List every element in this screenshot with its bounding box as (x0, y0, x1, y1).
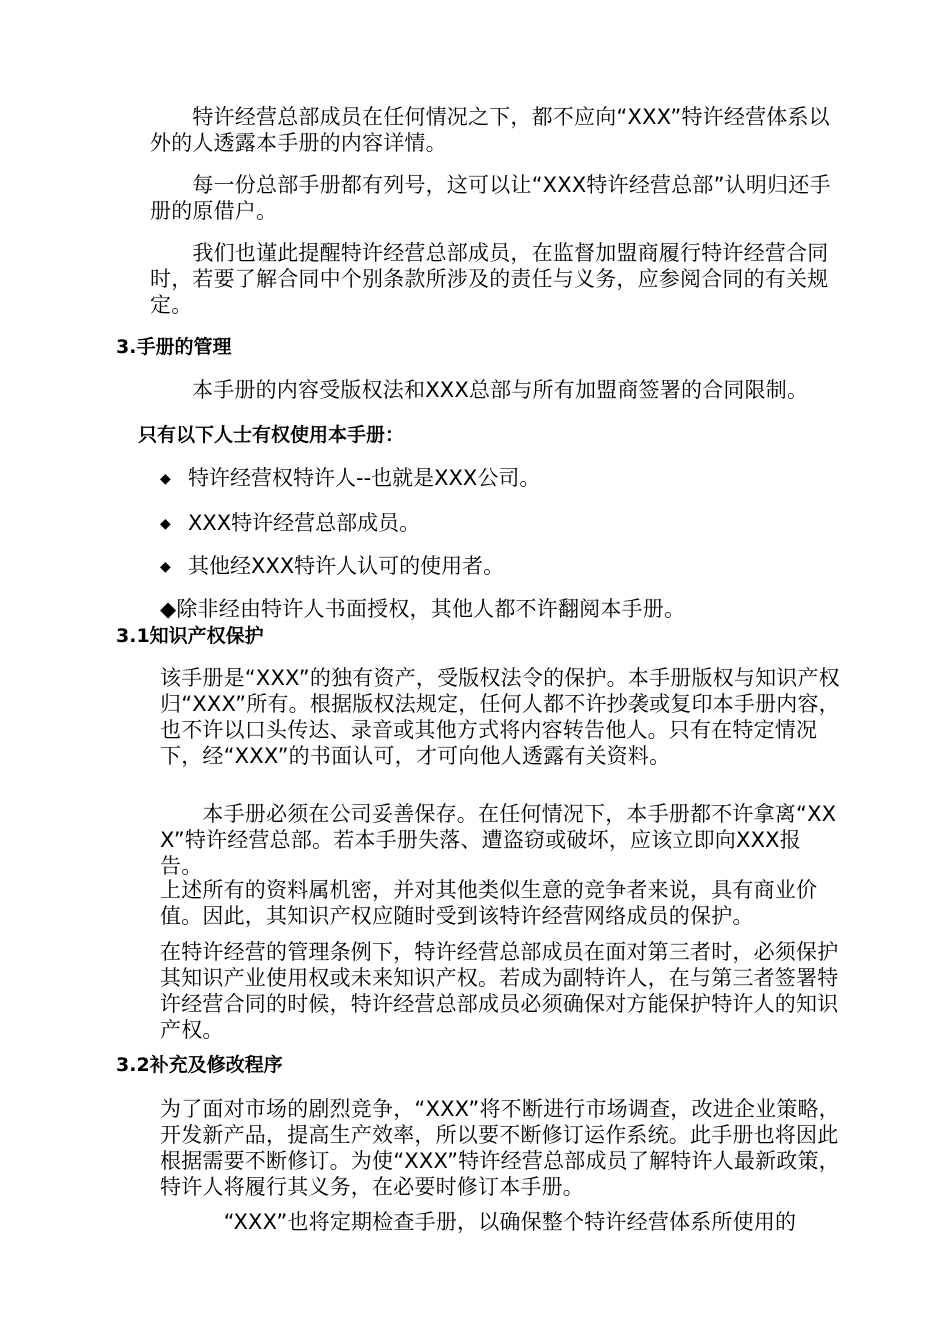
bullet-item-headquarters-members (160, 510, 420, 537)
bullet-text: XXX特许经营总部成员。 (188, 511, 421, 535)
paragraph-regular-check: “XXX”也将定期检查手册，以确保整个特许经营体系所使用的 (160, 1210, 797, 1234)
paragraph-copyright-restriction: 本手册的内容受版权法和XXX总部与所有加盟商签署的合同限制。 (192, 378, 809, 402)
paragraph-safekeeping: 本手册必须在公司妥善保存。在任何情况下，本手册都不许拿离“XXX”特许经营总部。若本手册失落、遭盗窃或破坏，应该立即向XXX报告。 (160, 802, 837, 878)
section-heading-ip-protection: 3.1知识产权保护 (116, 625, 264, 647)
diamond-bullet-icon: ◆ (160, 559, 171, 575)
bullet-text: 特许经营权特许人--也就是XXX公司。 (188, 466, 541, 490)
bullet-item-approved-users (160, 553, 504, 580)
diamond-bullet-icon: ◆ (160, 516, 171, 532)
paragraph-authorization-note: ◆除非经由特许人书面授权，其他人都不许翻阅本手册。 (160, 597, 686, 621)
bullet-text: 其他经XXX特许人认可的使用者。 (188, 554, 505, 578)
paragraph-confidential-value: 上述所有的资料属机密，并对其他类似生意的竞争者来说，具有商业价值。因此，其知识产权应随时受到该特许经营网络成员的保护。 (160, 878, 818, 928)
diamond-bullet-icon: ◆ (160, 471, 171, 487)
paragraph-serial-number: 每一份总部手册都有列号，这可以让“XXX特许经营总部”认明归还手册的原借户。 (150, 173, 831, 223)
paragraph-confidentiality: 特许经营总部成员在任何情况之下，都不应向“XXX”特许经营体系以外的人透露本手册的内容详情。 (150, 105, 830, 155)
section-heading-manual-management: 3.手册的管理 (116, 336, 232, 358)
authorized-users-heading: 只有以下人士有权使用本手册： (138, 424, 405, 446)
bullet-item-franchisor (160, 465, 540, 492)
section-heading-amendment-procedure: 3.2补充及修改程序 (116, 1054, 283, 1076)
paragraph-exclusive-asset: 该手册是“XXX”的独有资产，受版权法令的保护。本手册版权与知识产权归“XXX”所有。根据版权法规定，任何人都不许抄袭或复印本手册内容，也不许以口头传达、录音或其他方式将内容转告他人。只有在特定情况下，经“XXX”的书面认可，才可向他人透露有关资料。 (160, 666, 840, 768)
paragraph-third-party: 在特许经营的管理条例下，特许经营总部成员在面对第三者时，必须保护其知识产业使用权或未来知识产权。若成为副特许人，在与第三者签署特许经营合同的时候，特许经营总部成员必须确保对方能保护特许人的知识产权。 (160, 940, 839, 1042)
paragraph-reminder: 我们也谨此提醒特许经营总部成员，在监督加盟商履行特许经营合同时，若要了解合同中个别条款所涉及的责任与义务，应参阅合同的有关规定。 (150, 241, 829, 317)
paragraph-market-competition: 为了面对市场的剧烈竞争，“XXX”将不断进行市场调查，改进企业策略，开发新产品，提高生产效率，所以要不断修订运作系统。此手册也将因此根据需要不断修订。为使“XXX”特许经营总部成员了解特许人最新政策，特许人将履行其义务，在必要时修订本手册。 (160, 1097, 840, 1199)
